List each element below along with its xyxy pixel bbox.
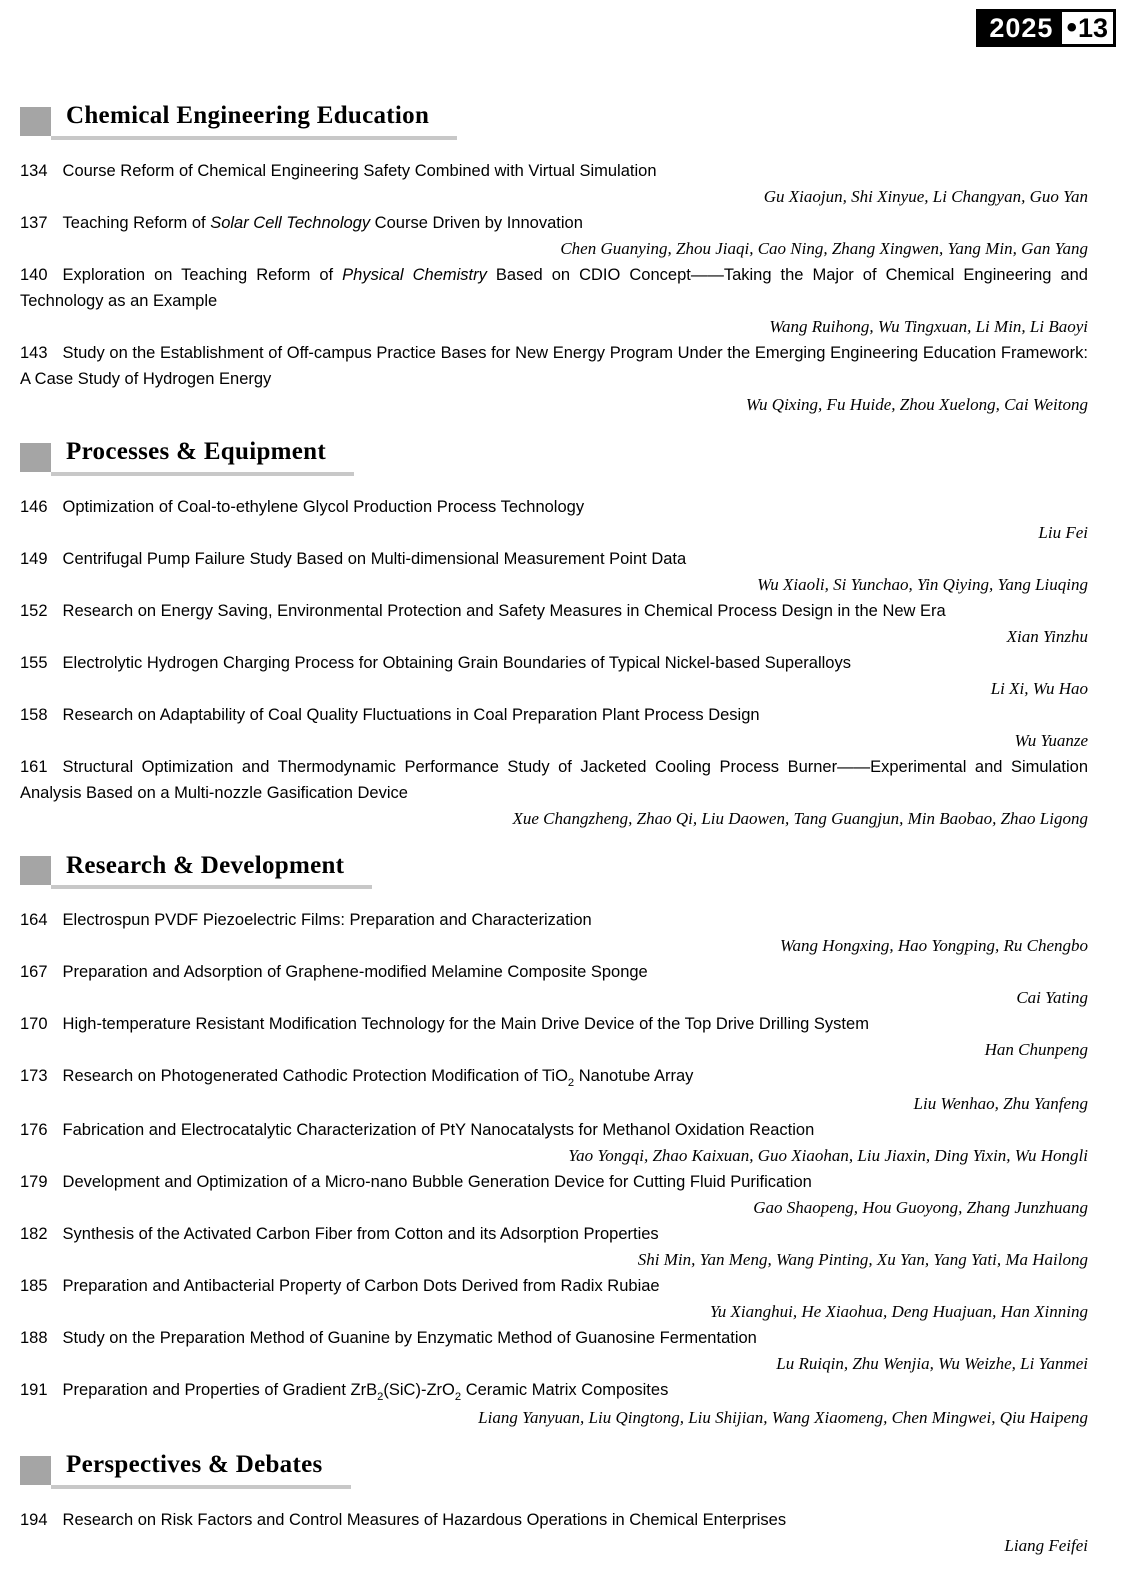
entry-title: [63, 162, 657, 180]
entry-title-line: [20, 754, 1088, 806]
entry-title-line: [20, 1507, 1088, 1533]
entry-title: [63, 1511, 787, 1529]
entry-title: [63, 1121, 815, 1139]
section-title: Chemical Engineering Education: [66, 102, 430, 129]
entry-title: [62, 1381, 669, 1403]
title-segment: Research on Risk Factors and Control Measures of Hazardous Operations in Chemical Enterprises: [62, 1511, 787, 1529]
title-segment: Structural Optimization and Thermodynamic Performance Study of Jacketed Cooling Process Burner——Experimental and Simulation Analysis Based on a Multi-nozzle Gasification Device: [20, 757, 1088, 802]
title-subscript: 2: [377, 1390, 384, 1403]
entry-title-line: [20, 158, 1088, 184]
section-title: Research & Development: [66, 851, 345, 879]
entry-title-line: [20, 1117, 1088, 1143]
title-italic-segment: Solar Cell Technology: [210, 213, 371, 232]
toc-entry: [20, 702, 1088, 754]
section-header: [20, 1451, 1088, 1489]
title-segment: Research on Photogenerated Cathodic Protection Modification of TiO: [62, 1067, 568, 1086]
toc-entry: [20, 210, 1088, 262]
entry-authors: Shi Min, Yan Meng, Wang Pinting, Xu Yan, Yang Yati, Ma Hailong: [637, 1250, 1088, 1270]
entry-authors: Liang Yanyuan, Liu Qingtong, Liu Shijian, Wang Xiaomeng, Chen Mingwei, Qiu Haipeng: [478, 1408, 1088, 1428]
entry-authors: Wu Xiaoli, Si Yunchao, Yin Qiying, Yang Liuqing: [757, 574, 1088, 594]
entry-authors: Liu Fei: [1038, 522, 1088, 542]
section-title-underline: [51, 1451, 351, 1489]
entry-title-line: [20, 546, 1088, 572]
entry-page-number: 152: [20, 601, 48, 620]
entry-page-number: 170: [20, 1015, 48, 1034]
issue-badge: [976, 9, 1116, 47]
section-entries: [20, 907, 1088, 1431]
entry-authors: Gu Xiaojun, Shi Xinyue, Li Changyan, Guo Yan: [763, 186, 1088, 206]
entry-page-number: 146: [20, 497, 48, 516]
section-marker-square: [20, 856, 51, 885]
title-segment: Nanotube Array: [574, 1067, 694, 1086]
entry-title: [63, 963, 648, 981]
entry-title: [63, 1225, 659, 1243]
entry-title-line: [20, 907, 1088, 933]
title-segment: High-temperature Resistant Modification Technology for the Main Drive Device of the Top Drive Drilling System: [62, 1015, 869, 1034]
entry-page-number: 176: [20, 1121, 48, 1140]
title-segment: Course Driven by Innovation: [370, 213, 583, 232]
toc-entry: [20, 1325, 1088, 1377]
toc-entry: [20, 158, 1088, 210]
toc-entry: [20, 262, 1088, 340]
entry-title-line: [20, 598, 1088, 624]
entry-page-number: 161: [20, 757, 48, 776]
entry-page-number: 179: [20, 1173, 48, 1192]
toc-section: [20, 438, 1088, 832]
title-segment: Electrolytic Hydrogen Charging Process for Obtaining Grain Boundaries of Typical Nickel-based Superalloys: [62, 653, 851, 672]
entry-title-line: [20, 1377, 1088, 1405]
section-marker-square: [20, 1456, 51, 1485]
entry-title: [63, 602, 946, 620]
entry-title: [63, 1173, 812, 1191]
section-title: Processes & Equipment: [66, 437, 326, 465]
entry-title-line: [20, 262, 1088, 314]
title-segment: Study on the Preparation Method of Guanine by Enzymatic Method of Guanosine Fermentation: [62, 1329, 757, 1348]
title-segment: Exploration on Teaching Reform of: [62, 265, 343, 284]
entry-authors: Xue Changzheng, Zhao Qi, Liu Daowen, Tang Guangjun, Min Baobao, Zhao Ligong: [512, 808, 1088, 828]
toc-entry: [20, 754, 1088, 832]
section-header: [20, 438, 1088, 476]
section-marker-square: [20, 443, 51, 472]
toc-section: [20, 102, 1088, 418]
title-segment: Centrifugal Pump Failure Study Based on Multi-dimensional Measurement Point Data: [62, 549, 687, 568]
entry-authors: Li Xi, Wu Hao: [990, 678, 1088, 698]
entry-title: [63, 1015, 869, 1033]
title-segment: Research on Adaptability of Coal Quality Fluctuations in Coal Preparation Plant Process Design: [62, 705, 760, 724]
toc-section: [20, 1451, 1088, 1559]
entry-authors: Wang Ruihong, Wu Tingxuan, Li Min, Li Baoyi: [769, 316, 1088, 336]
toc-entry: [20, 1063, 1088, 1117]
entry-authors: Liang Feifei: [1004, 1536, 1088, 1555]
section-header: [20, 102, 1088, 140]
toc-entry: [20, 1011, 1088, 1063]
section-title-underline: [51, 852, 372, 890]
badge-year: 2025: [989, 13, 1054, 43]
entry-page-number: 155: [20, 653, 48, 672]
entry-authors: Xian Yinzhu: [1006, 626, 1088, 646]
title-segment: Based on CDIO Concept——Taking the Major of Chemical Engineering and Technology as an Example: [20, 265, 1088, 310]
title-segment: Teaching Reform of: [62, 213, 211, 232]
entry-page-number: 167: [20, 963, 48, 982]
title-segment: Optimization of Coal-to-ethylene Glycol Production Process Technology: [62, 497, 585, 516]
title-subscript: 2: [454, 1390, 462, 1403]
section-title-underline: [51, 438, 354, 476]
section-entries: [20, 158, 1088, 418]
section-entries: [20, 1507, 1088, 1559]
entry-page-number: 191: [20, 1381, 48, 1400]
entry-title: [20, 266, 1088, 310]
toc-entry: [20, 546, 1088, 598]
section-marker-square: [20, 107, 51, 136]
toc-entry: [20, 598, 1088, 650]
entry-authors: Lu Ruiqin, Zhu Wenjia, Wu Weizhe, Li Yanmei: [776, 1354, 1088, 1374]
title-subscript: 2: [567, 1076, 575, 1089]
toc-entry: [20, 340, 1088, 418]
entry-authors: Wang Hongxing, Hao Yongping, Ru Chengbo: [779, 936, 1088, 956]
entry-authors: Yu Xianghui, He Xiaohua, Deng Huajuan, Han Xinning: [709, 1302, 1088, 1322]
toc-entry: [20, 1169, 1088, 1221]
badge-issue: [1062, 12, 1113, 44]
entry-page-number: 143: [20, 343, 48, 362]
toc-entry: [20, 1273, 1088, 1325]
toc-entry: [20, 907, 1088, 959]
entry-title: [63, 706, 760, 724]
section-entries: [20, 494, 1088, 832]
title-segment: Course Reform of Chemical Engineering Safety Combined with Virtual Simulation: [62, 161, 657, 180]
entry-title: [63, 214, 583, 232]
title-italic-segment: Physical Chemistry: [342, 265, 487, 284]
toc-entry: [20, 959, 1088, 1011]
entry-title: [63, 911, 592, 929]
toc-section: [20, 852, 1088, 1432]
entry-page-number: 173: [20, 1067, 48, 1086]
title-segment: Preparation and Antibacterial Property of Carbon Dots Derived from Radix Rubiae: [62, 1277, 660, 1296]
entry-authors: Cai Yating: [1016, 988, 1088, 1008]
title-segment: Development and Optimization of a Micro-nano Bubble Generation Device for Cutting Fluid Purification: [62, 1173, 812, 1192]
title-segment: Fabrication and Electrocatalytic Characterization of PtY Nanocatalysts for Methanol Oxidation Reaction: [62, 1121, 815, 1140]
entry-page-number: 185: [20, 1277, 48, 1296]
entry-title: [63, 654, 851, 672]
entry-authors: Wu Yuanze: [1014, 730, 1088, 750]
entry-title: [20, 344, 1088, 388]
entry-title-line: [20, 340, 1088, 392]
section-header: [20, 852, 1088, 890]
entry-page-number: 182: [20, 1225, 48, 1244]
entry-title-line: [20, 650, 1088, 676]
entry-authors: Yao Yongqi, Zhao Kaixuan, Guo Xiaohan, Liu Jiaxin, Ding Yixin, Wu Hongli: [568, 1146, 1088, 1166]
entry-title: [63, 550, 687, 568]
section-title: Perspectives & Debates: [66, 1451, 323, 1479]
entry-title: [62, 1067, 694, 1089]
entry-authors: Han Chunpeng: [984, 1040, 1088, 1060]
entry-page-number: 149: [20, 549, 48, 568]
entry-page-number: 134: [20, 161, 48, 180]
entry-title-line: [20, 702, 1088, 728]
toc-entry: [20, 1221, 1088, 1273]
title-segment: Electrospun PVDF Piezoelectric Films: Preparation and Characterization: [62, 911, 592, 930]
entry-title-line: [20, 1325, 1088, 1351]
entry-title: [20, 758, 1088, 802]
entry-title-line: [20, 494, 1088, 520]
section-title-underline: [51, 102, 457, 140]
title-segment: (SiC)-ZrO: [383, 1381, 455, 1400]
toc-entry: [20, 1377, 1088, 1431]
entry-page-number: 140: [20, 265, 48, 284]
badge-dot: •: [1066, 11, 1077, 44]
entry-authors: Gao Shaopeng, Hou Guoyong, Zhang Junzhuang: [753, 1198, 1088, 1218]
title-segment: Preparation and Properties of Gradient ZrB: [62, 1381, 378, 1400]
entry-title-line: [20, 1169, 1088, 1195]
entry-title: [63, 498, 585, 516]
entry-title-line: [20, 1011, 1088, 1037]
entry-title-line: [20, 959, 1088, 985]
toc-entry: [20, 1117, 1088, 1169]
title-segment: Research on Energy Saving, Environmental Protection and Safety Measures in Chemical Process Design in the New Era: [62, 601, 946, 620]
toc-entry: [20, 494, 1088, 546]
entry-page-number: 194: [20, 1511, 48, 1529]
entry-title-line: [20, 1273, 1088, 1299]
toc-entry: [20, 650, 1088, 702]
entry-page-number: 188: [20, 1329, 48, 1348]
entry-title: [63, 1329, 757, 1347]
entry-page-number: 164: [20, 911, 48, 930]
entry-authors: Chen Guanying, Zhou Jiaqi, Cao Ning, Zhang Xingwen, Yang Min, Gan Yang: [560, 238, 1088, 258]
title-segment: Preparation and Adsorption of Graphene-modified Melamine Composite Sponge: [62, 963, 648, 982]
title-segment: Synthesis of the Activated Carbon Fiber from Cotton and its Adsorption Properties: [62, 1225, 659, 1244]
entry-page-number: 158: [20, 705, 48, 724]
entry-page-number: 137: [20, 213, 48, 232]
entry-authors: Liu Wenhao, Zhu Yanfeng: [913, 1094, 1088, 1114]
entry-title-line: [20, 210, 1088, 236]
badge-issue-number: 13: [1077, 13, 1108, 43]
toc-entry: [20, 1507, 1088, 1559]
entry-title-line: [20, 1063, 1088, 1091]
entry-title-line: [20, 1221, 1088, 1247]
entry-title: [63, 1277, 660, 1295]
entry-authors: Wu Qixing, Fu Huide, Zhou Xuelong, Cai Weitong: [745, 394, 1088, 414]
title-segment: Study on the Establishment of Off-campus Practice Bases for New Energy Program Under the Emerging Engineering Education Framework: A Case Study of Hydrogen Energy: [20, 343, 1088, 388]
title-segment: Ceramic Matrix Composites: [461, 1381, 669, 1400]
